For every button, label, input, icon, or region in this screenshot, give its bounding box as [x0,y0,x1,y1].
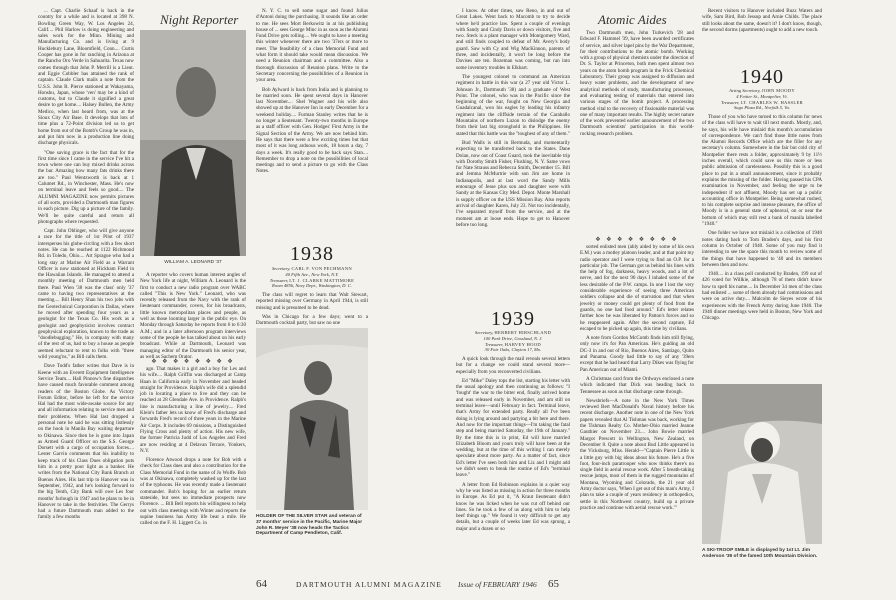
treasurer-name: HARVEY HOOD [504,341,541,347]
page-number-right: 65 [548,578,559,590]
treasurer-address: Room 4856, Navy Dept., Washington, D. C. [272,283,352,289]
treasurer-address: 30 Fair Oaks, Clayton 17, Mo. [484,347,542,353]
paragraph: The class will regret to learn that Walt Stewart, reported missing over Germany in April 1944, is still missing and is presumed to be dead. [256,292,368,311]
paragraph: 1940.... in a class poll conducted by Braden, 199 out of 426 voted for Willkie, although 78 of them didn't know how to spell his name.... In December 34 men of the class had enlisted ... some of them already had commissions and were on active duty.... Malcolm de Sieyes wrote of his experiences with the French Army during June 1940. The 1940 dinner meetings were held in Boston, New York and Chicago. [702,271,822,322]
paragraph: Florence Atwood drops a note for Bob with a check for Class dues and also a contribution for the Class Memorial Fund in the name of Jo Wolfe. Bob was at Okinawa, completely washed up for the last of the typhoons. He was recently made a lieutenant commander. Bob's hoping for an earlier return stateside, but sees no immediate prospects now Florence. ... Bill Bell reports his willingness to help out with class meetings with Winter and reports the supine business has Army life beat a mile. He called on the F. H. Liggett Co. in [140,457,246,527]
column-2a [140,272,246,363]
paragraph: Capt. John Oblinger, who will give anyone a race for the title of 1st Pilot of 1937 intersperses his globe-circling with a few short notes. He can be reached at 1122 Richmond Rd. in Toledo, Ohio.... Art Sprague who had a long stay at Marine Air Field as a Warrant Officer is now stationed at Hickham Field in the Hawaiian Islands. He managed to attend a monthly meeting of Dartmouth men held there. Paul Wien '38 was the class' only '37 came to having two representatives at the meeting.... Bill Henry Shan his two jobs with the Geotechnical Corporation in Dallas, where he moved after spending four years as a geologist for the Texas Co. His work as a geologist and geophysicist involves contract geophysical exploration, known to the trade as "doodlebugging." He, in company with many of the rest of us, had to buy a house as people seemed reluctant to rent to folks with "three wild young'ns," as Bill calls them. [38,228,134,361]
column-5 [580,30,694,140]
secretary-name: JOHN MOODY [761,88,795,93]
night-reporter-heading: Night Reporter [160,12,239,27]
class-officers-1938 [256,266,368,289]
ski-trooper-photo [702,384,822,544]
paragraph: Bud Walls is still in Bermuda, and momentarily expecting to be transferred back to the States. Dane Dolan, now out of Coast Guard, took the inevitable trip with Dorothy Smith Fisher, Flushing, N. Y. Same vows for Nate Strauss and Rebecca Smith, December 15. Bill and Jemma McMurtrie with son Jim are home in Indianapolis, and at last word the Sandy Mills entourage of Jesse plus son and daughter were with Sandy at the Kansas City Med. Depot. Monte Marshall is supply officer on the USS Mission Bay. Also reports arrival of daughter Karen, July 23. Not too incidentally, I've separated myself from the service, and at the moment am at loose ends. Hope to get to Hanover before too long. [456,139,570,228]
marine-illustration [256,328,368,510]
paragraph: ... Capt. Charlie Schaaf is back in the country for a while and is located at 398 N. Bowling Green Way, W. Los Angeles 24, Calif.... Phil Harlow is doing engineering and sales work for the Minn. Mining and Manufacturing Co. and is living at 9 Hucklebury Lane, Bloomfield, Conn.... Curtis Cooper has gone in for ranching in Arizona at the Rancho Oro Verde in Sahuarita. Texas now comes through that John P. Merrill is a Lieut. and Eggie Cobbler has attained the rank of captain. Claude Clark mails a note from the U.S.S. John R. Pierce stationed at Wakayama, Honshu, Japan, whose 'ven' may be a kind of customs, but to Claude it signified a great desire to get home.... Halsey Bullen, the Army Medico, when last heard from, was at the Sioux City Air Base. It develops that lots of time plus a 72-Point division led us to get home from out of the Bomb's Group he was in, and put him now in a production line doing discharge physicals. [38,8,134,147]
paragraph: ago. That makes it a girl and a boy for Les and his wife.... Ralph Griffin was discharged at Camp Haan in California early in November and headed straight for Providence. Ralph's wife did a splendid job in locating a place to live and they can be reached at 28 Glendale Ave. in Providence. Ralph's line is manufacturing a line of jewelry.... Fred Klein's father lets us know of Fred's discharge and forwards Fred's record of three years in the Marine Air Corps. It includes 69 missions, a Distinguished Flying Cross and plenty of action. His new wife, the former Patricia Judd of Los Angeles and Fred are now residing at 4 Delavan Terrace, Yonkers, N.Y. [140,366,246,454]
treasurer-name: LT. CHARLES W. HASSLER [740,99,803,105]
section-divider: ❖ ❖ ❖ ❖ ❖ ❖ ❖ ❖ [595,237,679,243]
issue-footer [458,580,537,589]
leonard-caption: WILLIAM A. LEONARD '37 [164,260,222,265]
class-year-1938: 1938 [290,243,334,265]
paragraph: "One saving grace is the fact that for the first time since I came in the service I've hit a town where one can buy mixed drinks across the bar. Amazing how many fats drinks there are too." Paul Wentzworth is back at 1 Calumet Rd., in Winchester, Mass. He's now on terminal leave and feels so good.... The ALUMNI MAGAZINE now permits pictures of all sorts, provided a Dartmouth man figures in each picture. Dig up a picture of the family. We'll be quite careful and return all photographs where requested. [38,149,134,225]
secretary-address: 4 Fettier St., Montpelier, Vt. [736,93,788,99]
secretary-name: CARL F. VON PECHMANN [291,266,352,271]
page-number-left: 64 [256,578,267,590]
meyer-caption: HOLDER OF THE SILVER STAR and veteran of 37 months' service in the Pacific, Marine Major John R. Meyer '38 now heads the Tactics Department of Camp Pendleton, Calif. [256,514,363,537]
treasurer-label: Treasurer, [721,99,740,105]
portrait-illustration [140,30,246,256]
column-6b [702,114,822,325]
paragraph: I know. At other times, saw Reno, in and out of Great Lakes. Went back to Macomb to try to decide where he'd practice law. Spent a couple of evenings with Sandy and Cindy Davis or down visitors, five and two. Steck is a plant manager with Montgomery Ward, and still finds coupled to defeat of Mr. Avery's body guard. Saw with Cy and Wig MacKinnon, parents of three, and incidentally, it won't be long before the Davises are ten. Bozeman was coming, but ran into some inventory troubles in Elkhart. [456,8,570,71]
class-year-1940: 1940 [740,66,784,88]
class-officers-1940 [702,88,822,111]
class-officers-1939 [456,330,570,353]
ski-trooper-caption: A SKI-TROOP SMILE is displayed by 1st Lt. Jim Anderson '39 of the famed 10th Mountain Division. [702,548,818,559]
paragraph: Recent visitors to Hanover included Buzz Waters and wife, Sam Bird, Bob Jessup and Arnie Childs. The place still looks about the same, doesn't it? I don't know, though, the second dorms (apartments) ought to add a new touch. [702,8,822,33]
leonard-photo [140,30,246,256]
column-4 [456,8,570,231]
secretary-label: Acting Secretary, [729,88,761,93]
meyer-photo [256,328,368,510]
column-3 [256,8,368,178]
paragraph: Bob Aylward is back from India and is planning to be married soon. He spent several days in Hanover last November.... Shel Wagner and his wife also showed up at the Hanover Inn in early December for a weekend holiday.... Furman Stanley writes that he is no longer a lieutenant. Twenty-two months in Europe as a staff officer with Gen. Hodges' First Army in the Signal Section of the Army. We are now behind him. He says that there were a few exciting times but that most of it was long arduous work, 18 hours a day, 7 days a week. It's really good to be back says Stan.... Remember to drop a note on the possibilities of local meetings and to send a picture to go with the Class Notes. [256,86,368,175]
column-3b [256,292,368,329]
paragraph: N. Y. C. to sell some sugar and found Julius d'Antoni doing the purchasing. It sounds like an order to me. He sees Mort Berkowitz in at his publishing house of ... sees George Minc in as soon as the Alumni Fund Drive gets rolling.... We ought to have a meeting this winter whenever there are two '37ers or more to meet. The feasibility of a class Memorial Fund and what form it should take would mean discussion. We need a Reunion chairman and a committee. Also a thorough discussion of Reunion plans. Write to the Secretary concerning the possibilities of a Reunion in your area. [256,8,368,84]
paragraph: Dave Todd's father writes that Dave is in Keene with an Everett Equipment Intelligence Service Team.... Hall Pinnow's fine dispatches have caused much favorable comment among readers of the Boston Globe. As Victory Forum Editor, before he left for the service Hal had the most wide-awake source for any and all information relating to service men and their problems. When Hal last dropped a personal note he said he was sitting listlessly on the hook in Manila Bay waiting departure to Okinawa. Since then he is gone into Japan as Armed Guard Officer on the S.S. George Dorsett with a cargo of occupation forces.... Lester Garvin comments that his inability to keep track of his Class Dues obligation puts him in a pretty poor light as a banker. He writes from the National City Bank Branch at Buenos Aires. His last trip to Hanover was in September, 1942, and he's looking forward to the big Tenth, City Bank will owe Les four months' furlough in 1947 and he plans to be in Hanover to take in the festivities. The Gerrys had a future Dartmouth man added to the family a few months [38,363,134,521]
secretary-label: Secretary, [474,330,494,335]
treasurer-label: Treasurer, [485,341,504,347]
treasurer-address: Sago Plaza Rd., Norfolk 5, Va. [733,105,791,111]
paragraph: A Christmas card from the Ordways enclosed a note which indicated that Dick was heading back to Tennessee as soon as that discharge came through. [580,375,694,395]
secretary-address: 100 Park Drive, Gossland, N. J. [483,335,543,341]
paragraph: Those of you who have turned to this column for news of the class will have to wait till next month. Mostly, and, he says, his wife have mislaid this month's accumulation of correspondence. We can't find those little notes from the Alumni Records Office which are the filler for any secretary's column. Somewhere in the fair but cold city of Montpelier there rests a folder, approximately 9 by 11½ inches overall, which could save us this more or less public admission of carelessness. Possibly this is a good place to put in a small announcement, since it probably explains the missing of the folder. Having passed his CPA examination in November, and feeling the urge to be independent if not affluent, Moody has set up a public accounting office in Montpelier. Being somewhat rushed, to his complete surprise and intense pleasure, the office of Moody is in a general state of upheaval, on or near the bottom of which may still rest a bank of manila labelled "1940." [702,114,822,228]
column-2b [140,366,246,529]
atomic-aides-heading: Atomic Aides [598,12,667,27]
issue-date: Issue of FEBRUARY 1946 [458,580,537,589]
secretary-address: 40 Fifth Ave., New York, N.Y. [285,271,339,277]
column-5b [580,244,694,514]
column-1 [38,8,134,524]
ski-trooper-illustration [702,384,822,544]
paragraph: Was in Chicago for a few days; went to a Dartmouth cocktail party, but saw no one [256,313,368,327]
treasurer-name: LT. J. CLARKE MATTIMORE [289,277,355,283]
paragraph: One folder we have not mislaid is a collection of 1940 notes dating back to Tom Braden's days, and his first column in October of 1940. Some of you may find it interesting to see the space this month to review some of the things that have happened to '40 and its members between then and now. [702,230,822,268]
paragraph: A note from Gordon McComb finds him still flying, only now it's for Pan American. He's guiding an old DC-3 in and out of Rio, Buenos Aires, Santiago, Quito and Panama. Goody had little to say of any '39ers except that he had heard that Larry Dikes was flying for Pan American out of Miami. [580,335,695,373]
paragraph: sorted enlisted men (ably aided by some of his own E.M.) was a motley platoon leader, and at that point my radio operator and I were trying to find an O.P. for a particular job. The German got us behind his lines with the help of fog, darkness, heavy woods, and a lot of nerve, and for the next 90 days I inhaled some of the less desirable of the P.W. camps. In one I lost the very considerable experience of seeing three American soldiers collapse and die of starvation and that when jewelry or money could get plenty of food from the guards, no one had food around." Ed's letter relates further how he was liberated by Patton's forces and so he reappeared again. After the second capture, Ed escaped to be picked up again, this time by civilians. [580,244,694,332]
paragraph: Ed "Mike" Daley tops the list, starting his letter with the usual apology and then continuing as follows: "I 'fought' the war to the bitter end, finally arrived home and was released early in November, and am still on terminal leave—until February in fact. Terminal leave, that's Army for extended party. Really all I've been doing is lying around and partying a bit here and there. And now for the important things—I'm taking the fatal step and being married Saturday, the 19th of January." By the time this is in print, Ed will have married Elizabeth Bloom and yours truly will have been at the wedding, but at the time of this writing I can merely speculate about more party. As a matter of fact, since Ed's letter I've seen both him and Liz and I might add we didn't seem to break the routine of Ed's "terminal leave." [456,377,570,479]
column-4b [456,356,570,535]
paragraph: A reporter who covers human interest angles of New York life at night, William A. Leonard is the first to conduct a new radio program over WABC called "This is New York." Leonard, who was recently released from the Navy with the rank of lieutenant commander, covers, for his broadcasts, little known metropolitan places and people, as well as those looming larger in the public eye. On Monday through Saturday he reports from 6 to 6:30 A.M.; and in a later afternoon program interviews some of the people he has talked about on his early broadcast. While at Dartmouth, Leonard was managing editor of the Dartmouth his senior year, as well as Sachem Orator. [140,272,246,360]
paragraph: The youngest colonel to command an American regiment in battle in this war (a 27 year old Victor L. Johnson Jr., Dartmouth '38) and a graduate of West Point. The colonel, who was in the Pacific since the beginning of the war, fought on New Georgia and Guadalcanal, won his eagles by leading his infantry regiment into the cliffside terrain of the Caraballo Mountains of northern Luzon to dislodge the enemy from their last big stronghold in the Philippines. He stated that this battle was the "toughest of any of them." [456,73,570,137]
magazine-footer: DARTMOUTH ALUMNI MAGAZINE [296,580,442,589]
treasurer-label: Treasurer, [269,277,289,283]
paragraph: Newsbriefs—A note in the New York Times reviewed Bert MacDonald's Naval history before his recent discharge. Another note in one of the New York papers revealed that Al Tishman was back, working for the Tishman Realty Co. Mother-Ohio married Jeanne Gauthier on November 23.... John Bowie married Margot Prescott in Wellington, New Zealand, on December 8. Quite a note about Bud Little appeared in the Vicksburg, Miss. Herald—"Captain Pierre Little is a little guy with big ideas about his future. He's a five foot, four-inch paratrooper who now thinks there's no single field in aerial rescue work. After 5 breath-taking rescue jumps, most of them in the rugged mountains of Montana, Wyoming and Colorado, the 21 year old Army doctor says, 'When I get out of this man's Army, I plan to take a couple of years residency in orthopedics, settle in this Northwest country, build up a private practice and continue with aerial rescue work.'" [580,397,694,511]
class-year-1939: 1939 [491,308,535,330]
section-divider: ❖ ❖ ❖ ❖ ❖ ❖ ❖ ❖ [151,359,235,365]
secretary-label: Secretary, [272,266,291,271]
paragraph: A quick look through the mail reveals several letters but for a change we could stand several more—especially from you reconverted civilians. [456,356,570,375]
paragraph: Two Dartmouth men, John Turkevich '28 and Edward F. Hammel '39, have been awarded certificates of service, and silver lapel pins by the War Department, for their contributions to the atomic bomb. Working with a group of physical chemists under the direction of Dr. S. Taylor at Princeton, both men spent almost two years on the atom bomb program in the Frick Chemical Laboratory. Their group was assigned to diffusion and heavy water problems, and the development of new analytical methods of study, manufacturing processes, and evaluating testing of materials that entered into various stages of the bomb project. A processing method vital to the recovery of fissionable material was one of many important results. The highly secret nature of the work prevented earlier announcement of the two Dartmouth scientists' participation in this world-rocking research problem. [580,30,694,137]
secretary-name: HERBERT HIRSCHLAND [494,330,552,335]
paragraph: A letter from Ed Robinson explains in a quiet way why he was listed as missing in action for three months in Europe. As Ed put it, "A Kraut lieutenant didn't know he was licked when he was cut off behind our lines. So he took a few of us along with him to help beef things up." We found it very difficult to get any details, but a couple of weeks later Ed was sprung, a major and a dozen or so [456,481,570,532]
column-6 [702,8,822,36]
